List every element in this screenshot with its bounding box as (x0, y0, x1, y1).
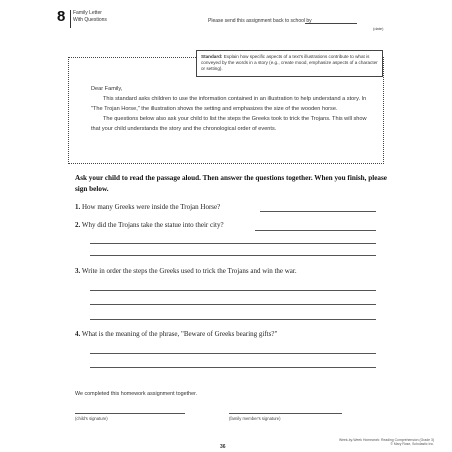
credit-line-1: Week-by-Week Homework: Reading Comprehension (Grade 3) (338, 438, 434, 442)
letter-paragraph-2: The questions below also ask your child to list the steps the Greeks took to trick the Trojans. This will show that your child understands the story and the chronological order of events. (91, 116, 367, 132)
answer-line-3b[interactable] (90, 304, 376, 305)
question-2-number: 2. (75, 221, 81, 229)
date-field-line[interactable] (305, 23, 357, 24)
credit-line-2: © Mary Rose, Scholastic Inc. (390, 442, 434, 447)
answer-line-2a[interactable] (255, 230, 376, 231)
question-3-text: Write in order the steps the Greeks used to trick the Trojans and win the war. (81, 267, 297, 275)
family-signature-line[interactable] (229, 413, 342, 414)
question-3-number: 3. (75, 267, 81, 275)
child-signature-line[interactable] (75, 413, 185, 414)
lesson-title-line-1: Family Letter (73, 10, 102, 16)
completed-statement: We completed this homework assignment together. (75, 391, 198, 397)
instructions: Ask your child to read the passage aloud. Then answer the questions together. When you finish, please sign below. (75, 174, 387, 193)
letter-paragraph-1: This standard asks children to use the information contained in an illustration to help understand a story. In "The Trojan Horse," the illustration shows the setting and emphasizes the size of the wooden horse. (91, 96, 367, 112)
standard-label: Standard: (201, 54, 223, 59)
question-4 (75, 330, 277, 338)
lesson-title (73, 10, 107, 23)
send-back-text: Please send this assignment back to school by (208, 18, 312, 24)
lesson-title-line-2: With Questions (73, 16, 107, 23)
answer-line-1a[interactable] (260, 211, 376, 212)
date-label: (date) (373, 26, 384, 31)
credit (326, 438, 434, 447)
letter-greeting: Dear Family, (91, 86, 123, 92)
answer-line-4b[interactable] (90, 367, 376, 368)
standard-text: Explain how specific aspects of a text's illustrations contribute to what is conveyed by the words in a story (e.g., create mood, emphasize aspects of a character or setting). (201, 54, 378, 71)
question-1-text: How many Greeks were inside the Trojan Horse? (82, 203, 221, 211)
answer-line-3c[interactable] (90, 319, 376, 320)
answer-line-3a[interactable] (90, 290, 376, 291)
lesson-number: 8 (57, 8, 66, 25)
question-1-number: 1. (75, 203, 81, 211)
question-2-text: Why did the Trojans take the statue into their city? (81, 221, 224, 229)
answer-line-2b[interactable] (90, 243, 376, 244)
answer-line-2c[interactable] (90, 255, 376, 256)
question-4-number: 4. (75, 330, 81, 338)
page-number: 36 (220, 444, 226, 450)
child-signature-label: (child's signature) (75, 416, 108, 421)
question-4-text: What is the meaning of the phrase, "Beware of Greeks bearing gifts?" (81, 330, 278, 338)
answer-line-4a[interactable] (90, 353, 376, 354)
standard-box (196, 50, 383, 77)
lesson-divider (70, 10, 71, 28)
question-3 (75, 267, 297, 275)
family-signature-label: (family member's signature) (229, 416, 281, 421)
letter-body (91, 84, 376, 134)
question-2 (75, 221, 224, 229)
question-1 (75, 203, 220, 211)
